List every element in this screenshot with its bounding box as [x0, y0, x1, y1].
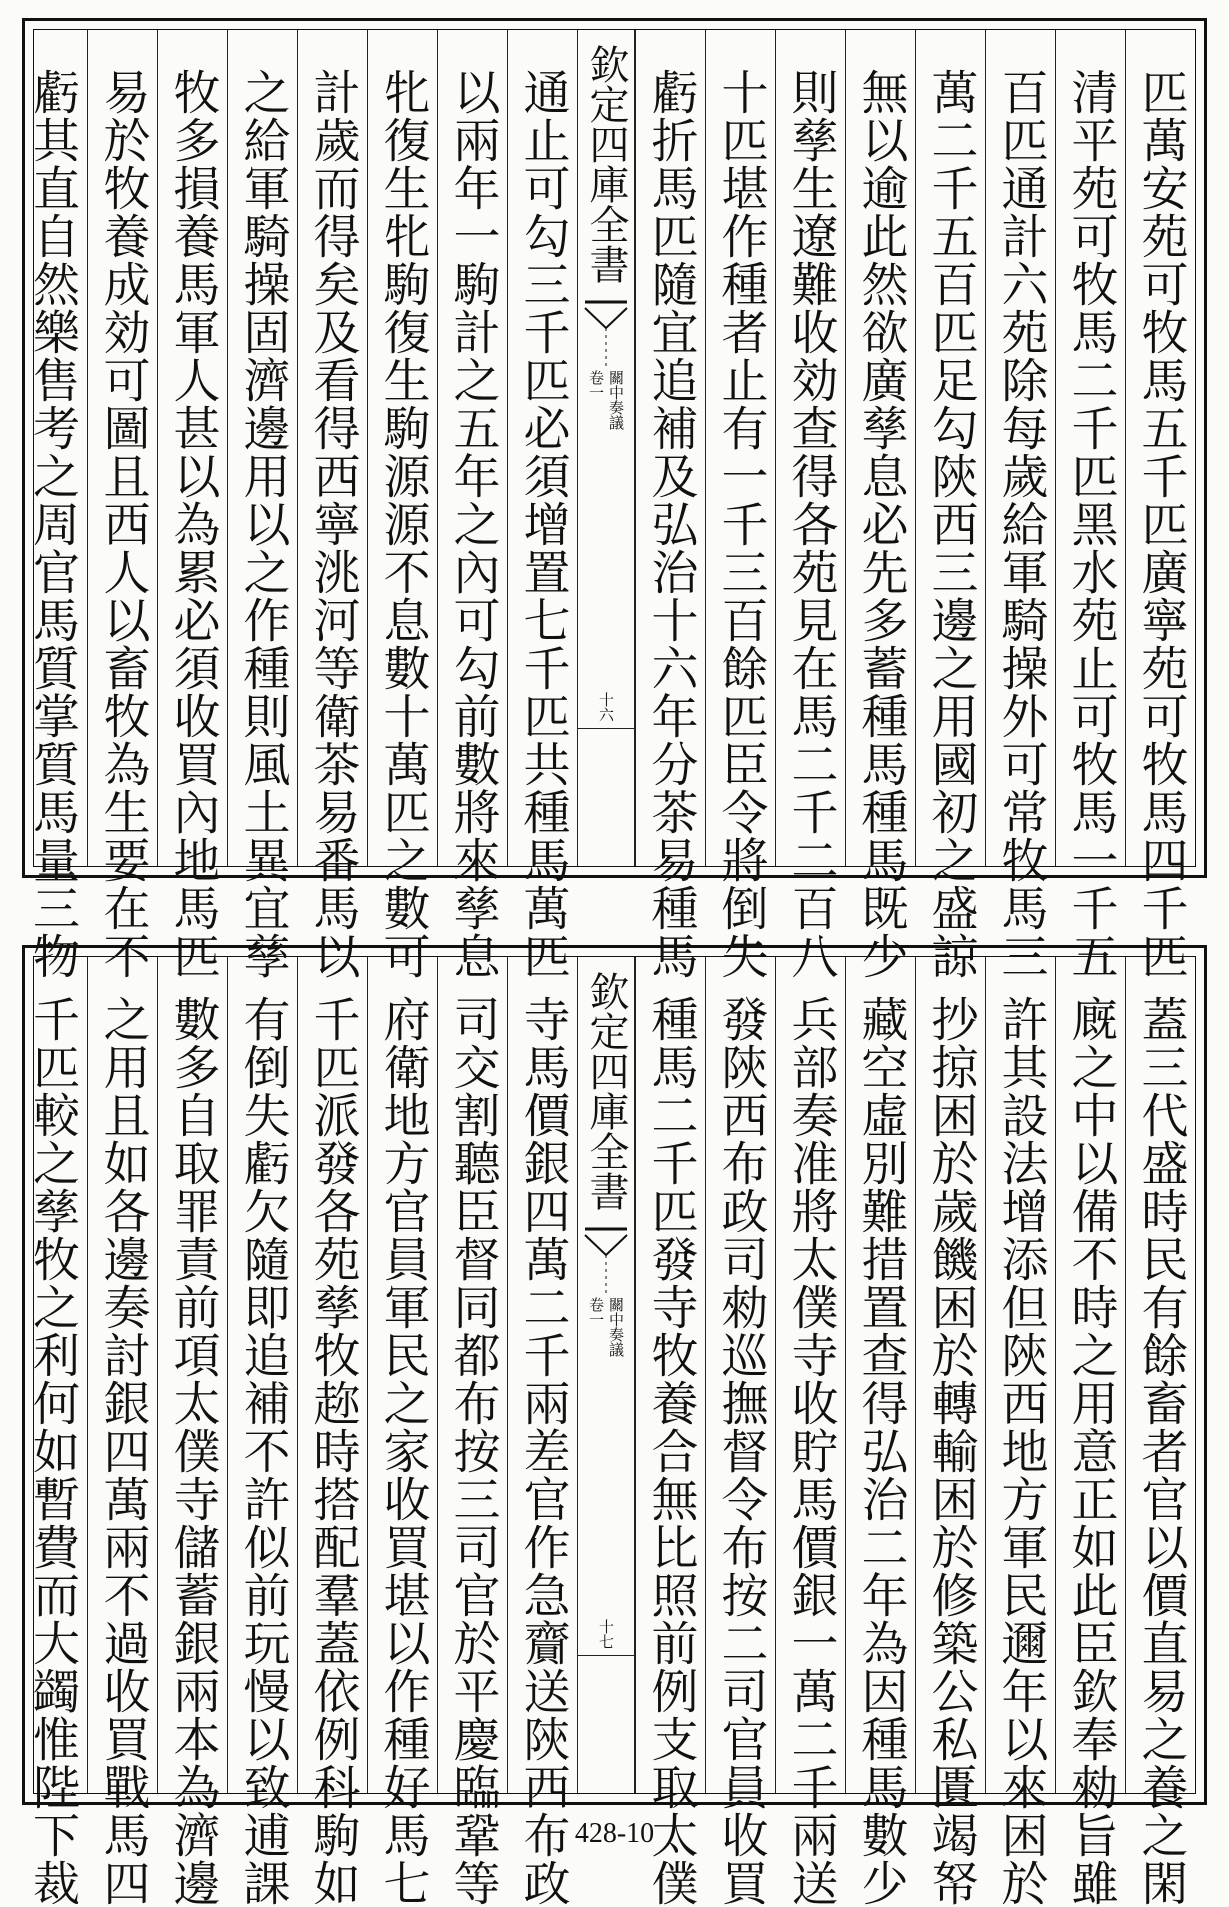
text-column: 千匹派發各苑孳牧趂時搭配羣蓋依例科駒如 — [297, 957, 367, 1793]
text-column: 清平苑可牧馬二千匹黑水苑止可牧馬一千五 — [1055, 30, 1125, 866]
volume-info — [587, 370, 625, 430]
text-column: 千匹較之孳牧之利何如暫費而大蠲惟陛下裁 — [25, 995, 80, 1907]
fold-divider — [578, 728, 634, 729]
text-column: 之給軍騎操固濟邊用以之作種則風土異宜孳 — [227, 30, 297, 866]
text-column: 牧多損養馬軍人甚以為累必須收買內地馬匹 — [157, 30, 227, 866]
text-column: 則孳生遼難收効查得各苑見在馬二千二百八 — [775, 30, 845, 866]
text-column: 種馬二千匹發寺牧養合無比照前例支取太僕 — [635, 957, 705, 1793]
text-column: 發陝西布政司勑巡撫督令布按二司官員收買 — [705, 957, 775, 1793]
text-column: 虧其直自然樂售考之周官馬質掌質馬量三物 — [25, 68, 80, 980]
top-page-frame — [25, 29, 1196, 980]
book-title: 欽定四庫全書 — [583, 971, 629, 1211]
fish-tail-mark-icon — [583, 298, 629, 370]
text-column: 百匹通計六苑除每歲給軍騎操外可常牧馬三 — [985, 30, 1055, 866]
page-number: 428-10 — [574, 1818, 655, 1849]
text-column: 無以逾此然欲廣孳息必先多蓄種馬種馬既少 — [845, 30, 915, 866]
text-column: 兵部奏准將太僕寺收貯馬價銀一萬二千兩送 — [775, 957, 845, 1793]
text-column: 蓋三代盛時民有餘畜者官以價直易之養之閑 — [1125, 957, 1195, 1793]
text-column: 以兩年一駒計之五年之內可勾前數將來孳息 — [437, 30, 507, 866]
leaf-number: 十六 — [597, 692, 615, 722]
volume-number: 卷一 — [587, 1297, 605, 1327]
text-column: 通止可勾三千匹必須增置七千匹共種馬萬匹 — [507, 30, 577, 866]
center-fold — [577, 30, 635, 866]
text-column: 牝復生牝駒復生駒源源不息數十萬匹之數可 — [367, 30, 437, 866]
text-column: 司交割聽臣督同都布按三司官於平慶臨鞏等 — [437, 957, 507, 1793]
text-column: 十匹堪作種者止有一千三百餘匹臣令將倒失 — [705, 30, 775, 866]
text-column: 計歲而得矣及看得西寧洮河等衛茶易番馬以 — [297, 30, 367, 866]
text-column: 有倒失虧欠隨即追補不許似前玩慢以致逋課 — [227, 957, 297, 1793]
volume-info — [587, 1297, 625, 1357]
book-name: 關中奏議 — [607, 1297, 625, 1357]
text-column: 寺馬價銀四萬二千兩差官作急齎送陝西布政 — [507, 957, 577, 1793]
volume-number: 卷一 — [587, 370, 605, 400]
text-column: 藏空虛別難措置查得弘治二年為因種馬數少 — [845, 957, 915, 1793]
text-column: 數多自取罪責前項太僕寺儲蓄銀兩本為濟邊 — [157, 957, 227, 1793]
text-column: 府衛地方官員軍民之家收買堪以作種好馬七 — [367, 957, 437, 1793]
text-column: 抄掠困於歲饑困於轉輸困於修築公私匱竭帑 — [915, 957, 985, 1793]
text-column: 廐之中以備不時之用意正如此臣欽奉勑旨雖 — [1055, 957, 1125, 1793]
text-column: 匹萬安苑可牧馬五千匹廣寧苑可牧馬四千匹 — [1125, 30, 1195, 866]
text-column: 之用且如各邊奏討銀四萬兩不過收買戰馬四 — [87, 957, 157, 1793]
text-column: 許其設法增添但陝西地方軍民邇年以來困於 — [985, 957, 1055, 1793]
center-fold — [577, 957, 635, 1793]
leaf-number: 十七 — [597, 1619, 615, 1649]
text-column: 虧折馬匹隨宜追補及弘治十六年分茶易種馬 — [635, 30, 705, 866]
fold-divider — [578, 1655, 634, 1656]
fish-tail-mark-icon — [583, 1225, 629, 1297]
book-title: 欽定四庫全書 — [583, 44, 629, 284]
text-column: 萬二千五百匹足勾陝西三邊之用國初之盛諒 — [915, 30, 985, 866]
top-page — [22, 18, 1207, 980]
book-name: 關中奏議 — [607, 370, 625, 430]
text-column: 易於牧養成効可圖且西人以畜牧為生要在不 — [87, 30, 157, 866]
